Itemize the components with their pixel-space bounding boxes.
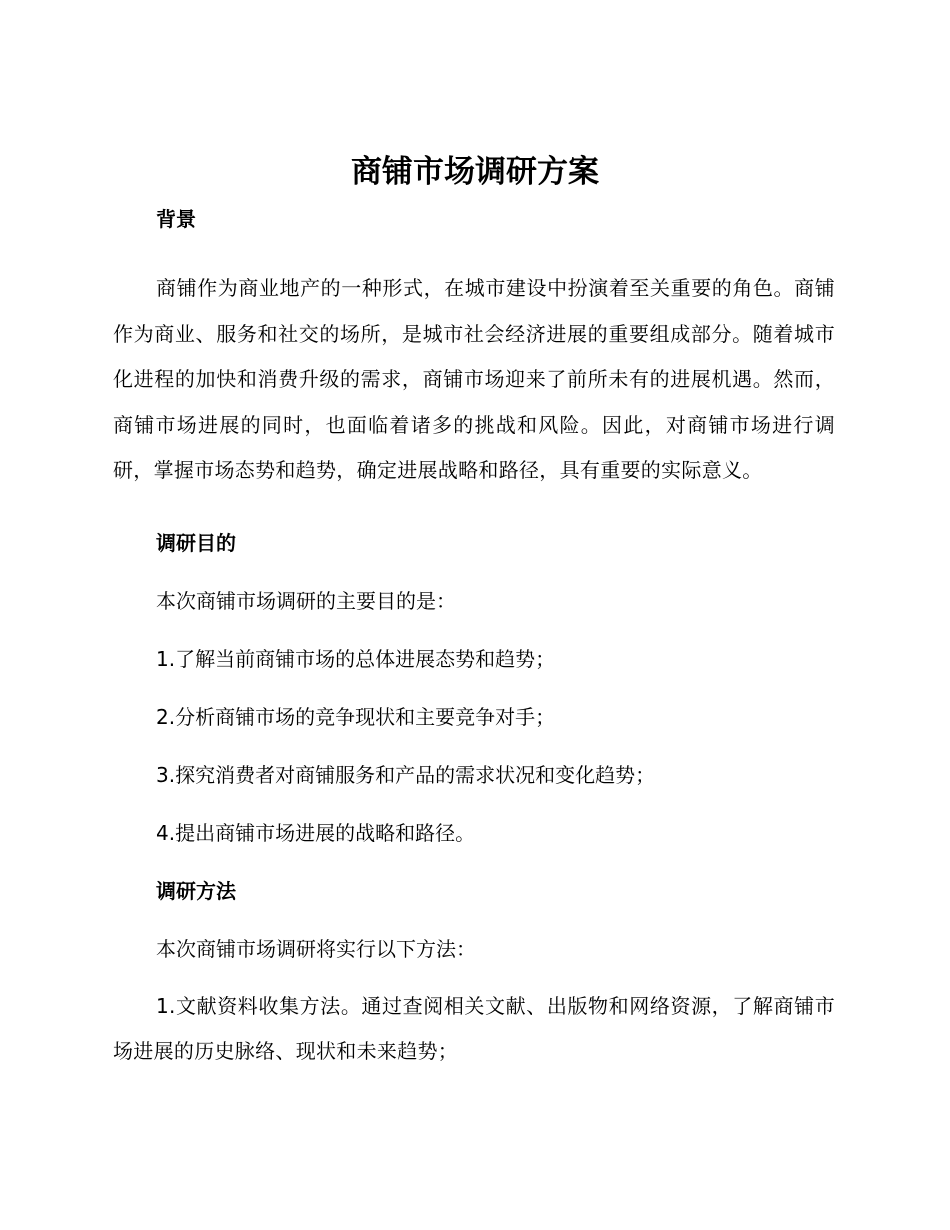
purpose-item-2: 2.分析商铺市场的竞争现状和主要竞争对手； xyxy=(156,704,556,729)
document-body xyxy=(113,204,835,1075)
methods-intro: 本次商铺市场调研将实行以下方法： xyxy=(156,936,476,961)
background-paragraph: 商铺作为商业地产的一种形式，在城市建设中扮演着至关重要的角色。商铺作为商业、服务和社交的场所，是城市社会经济进展的重要组成部分。随着城市化进程的加快和消费升级的需求，商铺市场迎来了前所未有的进展机遇。然而，商铺市场进展的同时，也面临着诸多的挑战和风险。因此，对商铺市场进行调研，掌握市场态势和趋势，确定进展战略和路径，具有重要的实际意义。 xyxy=(113,276,835,482)
section-heading-background: 背景 xyxy=(156,207,196,231)
purpose-item-4: 4.提出商铺市场进展的战略和路径。 xyxy=(156,820,476,845)
purpose-item-3: 3.探究消费者对商铺服务和产品的需求状况和变化趋势； xyxy=(156,762,656,787)
section-heading-methods: 调研方法 xyxy=(156,878,236,903)
purpose-intro: 本次商铺市场调研的主要目的是： xyxy=(156,588,456,613)
section-heading-purpose: 调研目的 xyxy=(156,530,236,555)
purpose-item-1: 1.了解当前商铺市场的总体进展态势和趋势； xyxy=(156,646,556,671)
methods-item-1: 1.文献资料收集方法。通过查阅相关文献、出版物和网络资源，了解商铺市场进展的历史脉络、现状和未来趋势； xyxy=(113,993,835,1063)
document-title: 商铺市场调研方案 xyxy=(351,154,599,190)
